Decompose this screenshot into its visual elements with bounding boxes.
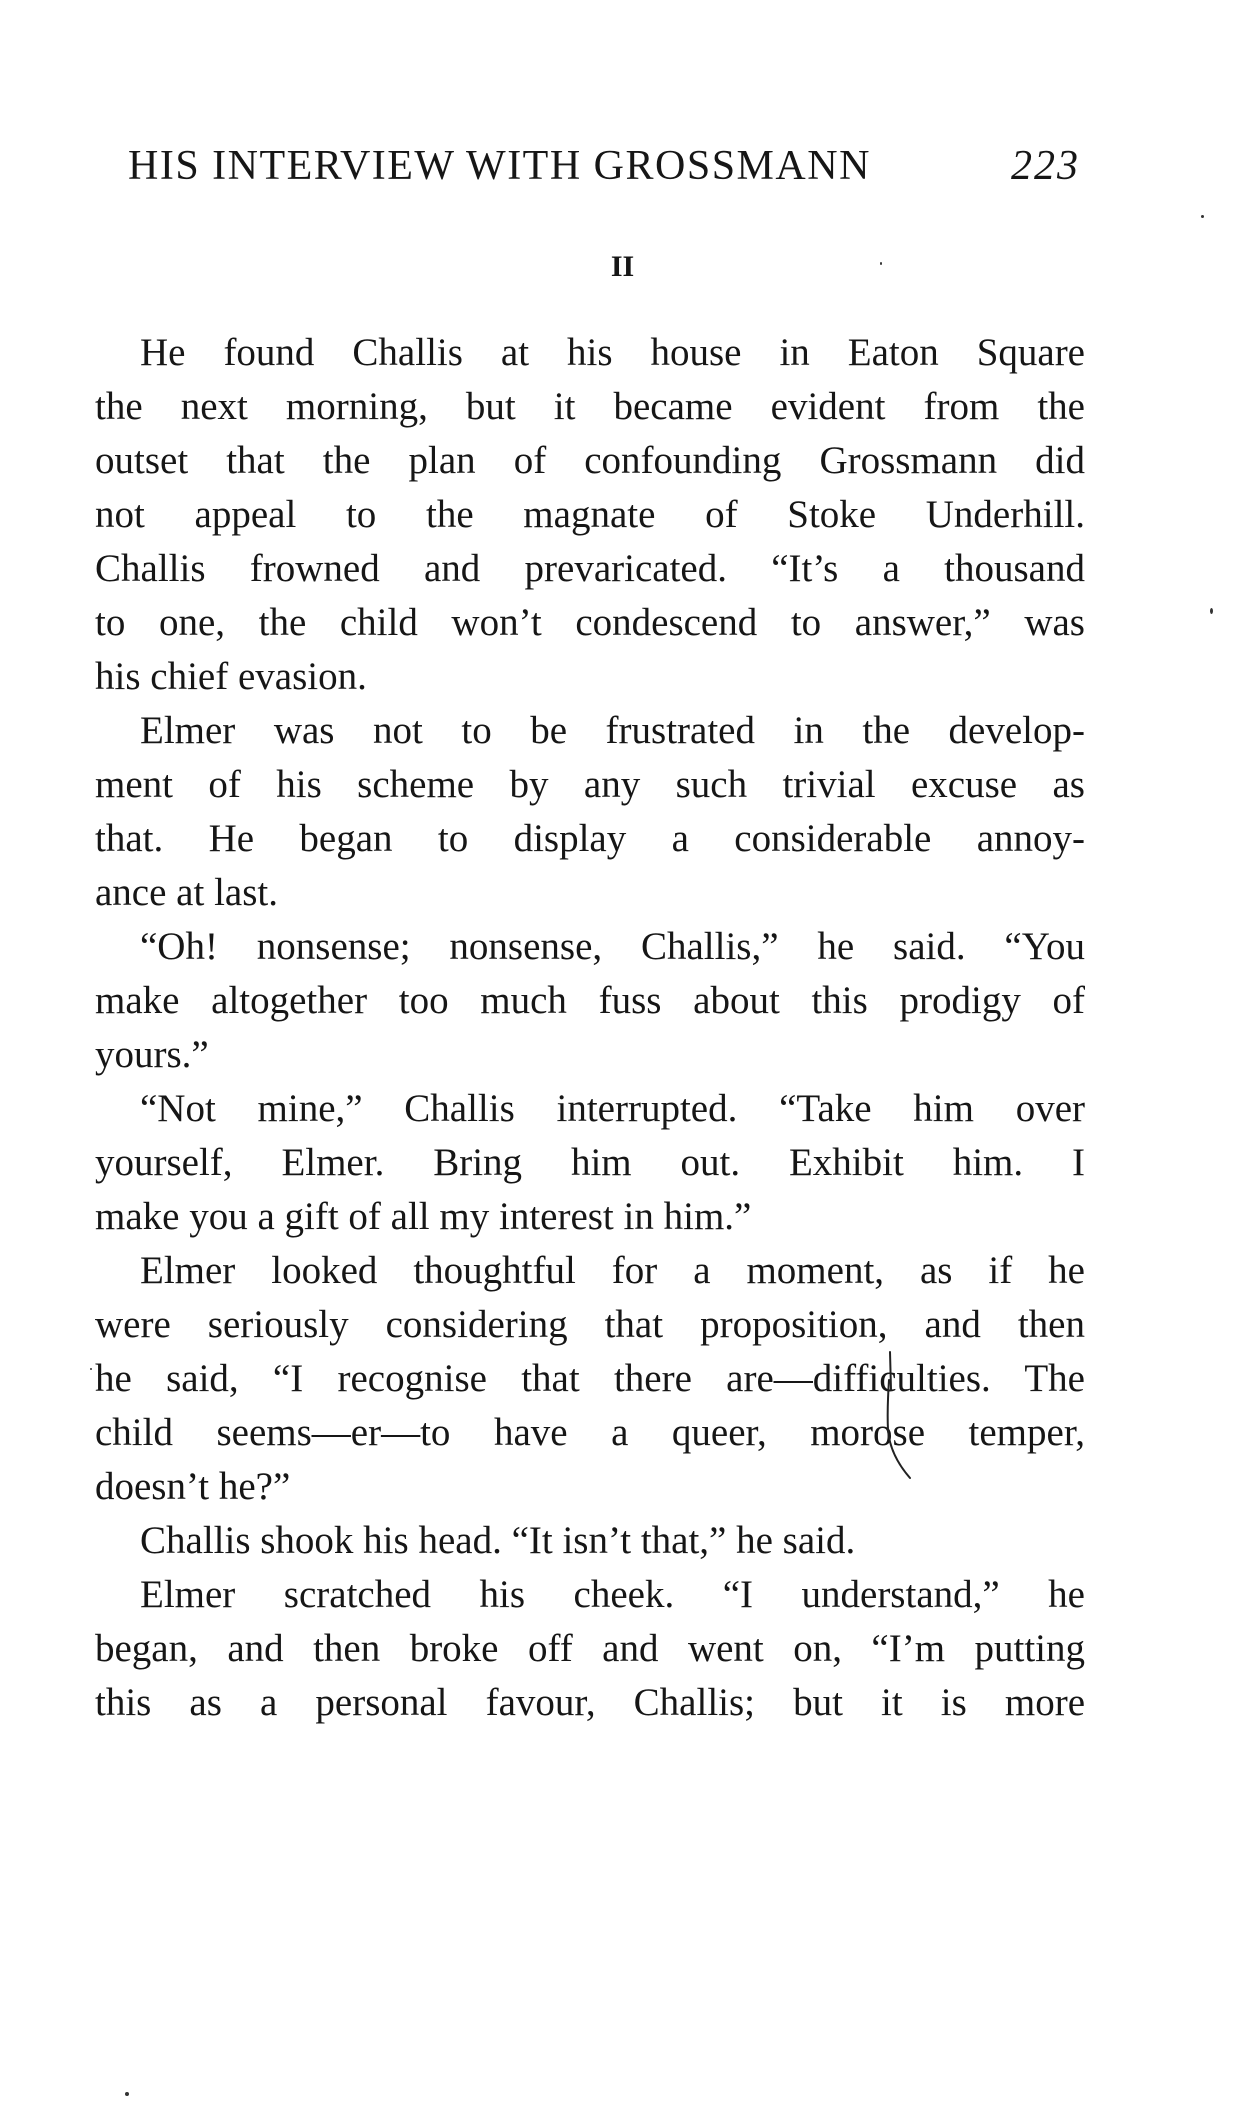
text-line: this as a personal favour, Challis; but it is more bbox=[95, 1681, 1085, 1724]
paragraph bbox=[95, 1082, 1085, 1244]
paragraph bbox=[95, 1514, 1085, 1568]
pencil-mark bbox=[880, 1350, 920, 1500]
text-line: yours.” bbox=[95, 1033, 209, 1076]
text-line: outset that the plan of confounding Grossmann did bbox=[95, 439, 1085, 482]
paragraph bbox=[95, 326, 1085, 704]
text-line: He found Challis at his house in Eaton Square bbox=[140, 331, 1085, 374]
text-line: the next morning, but it became evident from the bbox=[95, 385, 1085, 428]
running-head bbox=[120, 138, 1080, 194]
text-line: that. He began to display a considerable annoy- bbox=[95, 817, 1085, 860]
page-number: 223 bbox=[1011, 143, 1080, 189]
paragraph bbox=[95, 704, 1085, 920]
text-line: make you a gift of all my interest in him.” bbox=[95, 1195, 752, 1238]
text-line: “Oh! nonsense; nonsense, Challis,” he said. “You bbox=[140, 925, 1085, 968]
paragraph bbox=[95, 1244, 1085, 1514]
text-line: child seems—er—to have a queer, morose temper, bbox=[95, 1411, 1085, 1454]
section-numeral: II bbox=[610, 250, 635, 283]
running-title: HIS INTERVIEW WITH GROSSMANN bbox=[128, 143, 871, 189]
text-line: Challis shook his head. “It isn’t that,” he said. bbox=[140, 1519, 856, 1562]
text-line: Elmer looked thoughtful for a moment, as if he bbox=[140, 1249, 1085, 1292]
text-line: Elmer scratched his cheek. “I understand,” he bbox=[140, 1573, 1085, 1616]
text-line: “Not mine,” Challis interrupted. “Take him over bbox=[140, 1087, 1085, 1130]
text-line: yourself, Elmer. Bring him out. Exhibit him. I bbox=[95, 1141, 1085, 1184]
text-line: ment of his scheme by any such trivial excuse as bbox=[95, 763, 1085, 806]
text-line: Elmer was not to be frustrated in the develop- bbox=[140, 709, 1085, 752]
scan-speck bbox=[1210, 608, 1213, 614]
scan-speck bbox=[125, 2092, 129, 2096]
scan-speck bbox=[1201, 215, 1204, 218]
text-line: not appeal to the magnate of Stoke Underhill. bbox=[95, 493, 1085, 536]
text-line: doesn’t he?” bbox=[95, 1465, 291, 1508]
text-line: Challis frowned and prevaricated. “It’s a thousand bbox=[95, 547, 1085, 590]
text-line: ance at last. bbox=[95, 871, 278, 914]
body-text bbox=[95, 326, 1085, 1730]
text-line: he said, “I recognise that there are—difficulties. The bbox=[95, 1357, 1085, 1400]
paragraph bbox=[95, 920, 1085, 1082]
scan-speck bbox=[90, 1368, 92, 1370]
text-line: began, and then broke off and went on, “I’m putting bbox=[95, 1627, 1085, 1670]
text-line: make altogether too much fuss about this prodigy of bbox=[95, 979, 1085, 1022]
text-line: his chief evasion. bbox=[95, 655, 367, 698]
text-line: to one, the child won’t condescend to answer,” was bbox=[95, 601, 1085, 644]
paragraph bbox=[95, 1568, 1085, 1730]
text-line: were seriously considering that proposition, and then bbox=[95, 1303, 1085, 1346]
scan-speck bbox=[880, 262, 882, 265]
